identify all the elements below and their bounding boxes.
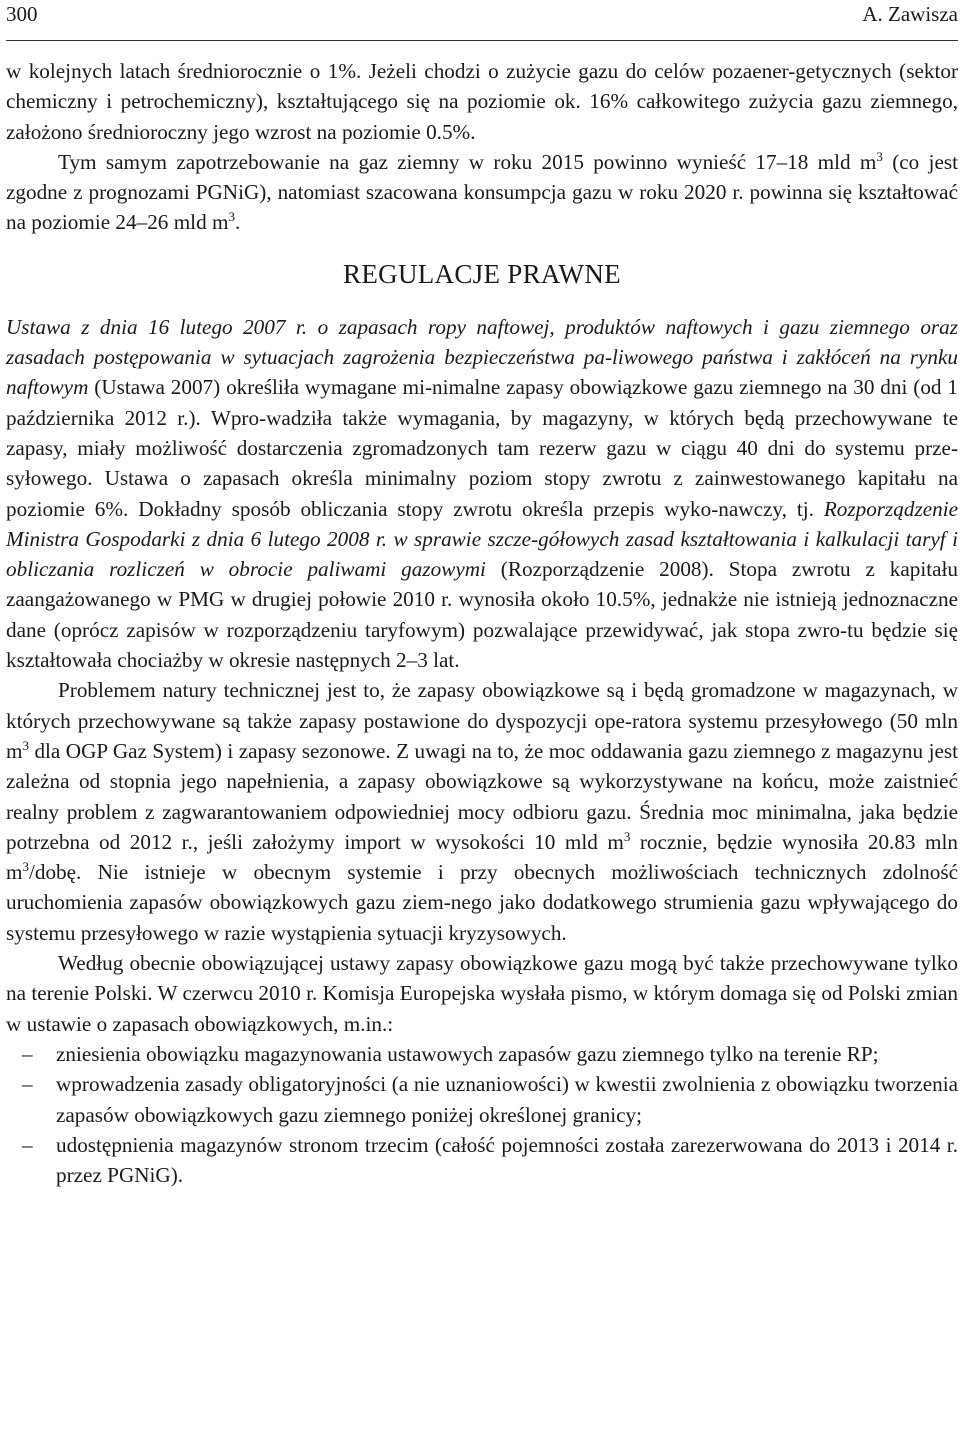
text-run: (Ustawa 2007) określiła wymagane mi-nimalne zapasy obowiązkowe gazu ziemnego na 30 dni (od 1 października 2012 r.). Wpro-wadziła także wymagania, by magazyny, w których będą przechowywane te zapasy, miały możliwość dostarczenia zgromadzonych tam rezerw gazu w ciągu 40 dni do systemu prze-syłowego. Ustawa o zapasach określa minimalny poziom stopy zwrotu z zainwestowanego kapitału na poziomie 6%. Dokładny sposób obliczania stopy zwrotu określa przepis wyko-nawczy, tj. — [6, 375, 958, 521]
paragraph-technical-problem — [6, 675, 958, 948]
paragraph-demand-forecast — [6, 147, 958, 238]
list-item — [6, 1130, 958, 1191]
paragraph-current-law: Według obecnie obowiązującej ustawy zapasy obowiązkowe gazu mogą być także przechowywane tylko na terenie Polski. W czerwcu 2010 r. Komisja Europejska wysłała pismo, w którym domaga się od Polski zmian w ustawie o zapasach obowiązkowych, m.in.: — [6, 951, 958, 1036]
section-heading: REGULACJE PRAWNE — [343, 258, 621, 289]
text-run: (co jest zgodne z prognozami PGNiG), natomiast szacowana konsumpcja gazu w roku 2020 r. powinna się kształtować na poziomie 24–26 mld m — [6, 149, 958, 235]
list-item — [6, 1039, 958, 1069]
superscript: 3 — [228, 209, 235, 225]
paragraph-legal-regulations — [6, 312, 958, 676]
list-item-text: udostępnienia magazynów stronom trzecim (całość pojemności została zarezerwowana do 2013 i 2014 r. przez PGNiG). — [56, 1132, 958, 1188]
paragraph-continued: w kolejnych latach średniorocznie o 1%. Jeżeli chodzi o zużycie gazu do celów pozaener-getycznych (sektor chemiczny i petrochemiczny), kształtującego się na poziomie ok. 16% całkowitego zużycia gazu ziemnego, założono średnioroczny jego wzrost na poziomie 0.5%. — [6, 59, 958, 144]
text-run: rocznie, będzie wynosiła 20.83 mln m — [6, 829, 959, 885]
superscript: 3 — [623, 828, 631, 844]
list-item-text: zniesienia obowiązku magazynowania ustawowych zapasów gazu ziemnego tylko na terenie RP; — [56, 1041, 879, 1066]
document-body — [6, 56, 958, 1190]
running-header — [6, 0, 958, 41]
superscript: 3 — [22, 859, 29, 875]
dash-marker: – — [22, 1072, 33, 1097]
running-author: A. Zawisza — [862, 2, 958, 26]
text-run: /dobę. Nie istnieje w obecnym systemie i przy obecnych możliwościach technicznych zdolność uruchomienia zapasów obowiązkowych gazu ziem-nego jako dodatkowego strumienia gazu wpływającego do systemu przesyłowego w razie wystąpienia sytuacji kryzysowych. — [6, 860, 958, 945]
superscript: 3 — [22, 737, 29, 753]
text-run: Problemem natury technicznej jest to, że zapasy obowiązkowe są i będą gromadzone w magazynach, w których przechowywane są także zapasy postawione do dyspozycji ope-ratora systemu przesyłowego (50 mln m — [6, 678, 958, 763]
text-run: (Rozporządzenie 2008). Stopa zwrotu z kapitału zaangażowanego w PMG w drugiej połowie 2010 r. wynosiła około 10.5%, jednakże nie istnieją jednoznaczne dane (oprócz zapisów w rozporządzeniu taryfowym) pozwalające przewidywać, jak stopa zwro-tu będzie się kształtowała chociażby w okresie następnych 2–3 lat. — [6, 557, 959, 673]
dash-marker: – — [22, 1132, 33, 1157]
dash-list — [6, 1039, 958, 1190]
list-item-text: wprowadzenia zasady obligatoryjności (a nie uznaniowości) w kwestii zwolnienia z obowiązku tworzenia zapasów obowiązkowych gazu ziemnego poniżej określonej granicy; — [56, 1072, 958, 1127]
italic-run: Ustawa z dnia 16 lutego 2007 r. o zapasach ropy naftowej, produktów naftowych i gazu ziemnego oraz zasadach postępowania w sytuacjach zagrożenia bezpieczeństwa pa-liwowego państwa i zakłóceń na rynku naftowym — [6, 314, 958, 400]
text-run: dla OGP Gaz System) i zapasy sezonowe. Z uwagi na to, że moc oddawania gazu ziemnego z magazynu jest zależna od stopnia jego napełnienia, a zapasy obowiązkowe są wykorzystywane na końcu, może zaistnieć realny problem z zagwarantowaniem odpowiedniej mocy odbioru gazu. Średnia moc minimalna, jaka będzie potrzebna od 2012 r., jeśli założymy import w wysokości 10 mld m — [6, 738, 958, 854]
text-run: . — [234, 210, 241, 235]
page-number: 300 — [6, 2, 38, 26]
italic-run: Rozporządzenie Ministra Gospodarki z dnia 6 lutego 2008 r. w sprawie szcze-gółowych zasad kształtowania i kalkulacji taryf i obliczania rozliczeń w obrocie paliwami gazowymi — [6, 496, 958, 582]
dash-marker: – — [22, 1041, 33, 1066]
text-run: Tym samym zapotrzebowanie na gaz ziemny w roku 2015 powinno wynieść 17–18 mld m — [58, 149, 877, 174]
list-item — [6, 1069, 958, 1130]
superscript: 3 — [876, 148, 883, 164]
document-page — [6, 0, 958, 1190]
